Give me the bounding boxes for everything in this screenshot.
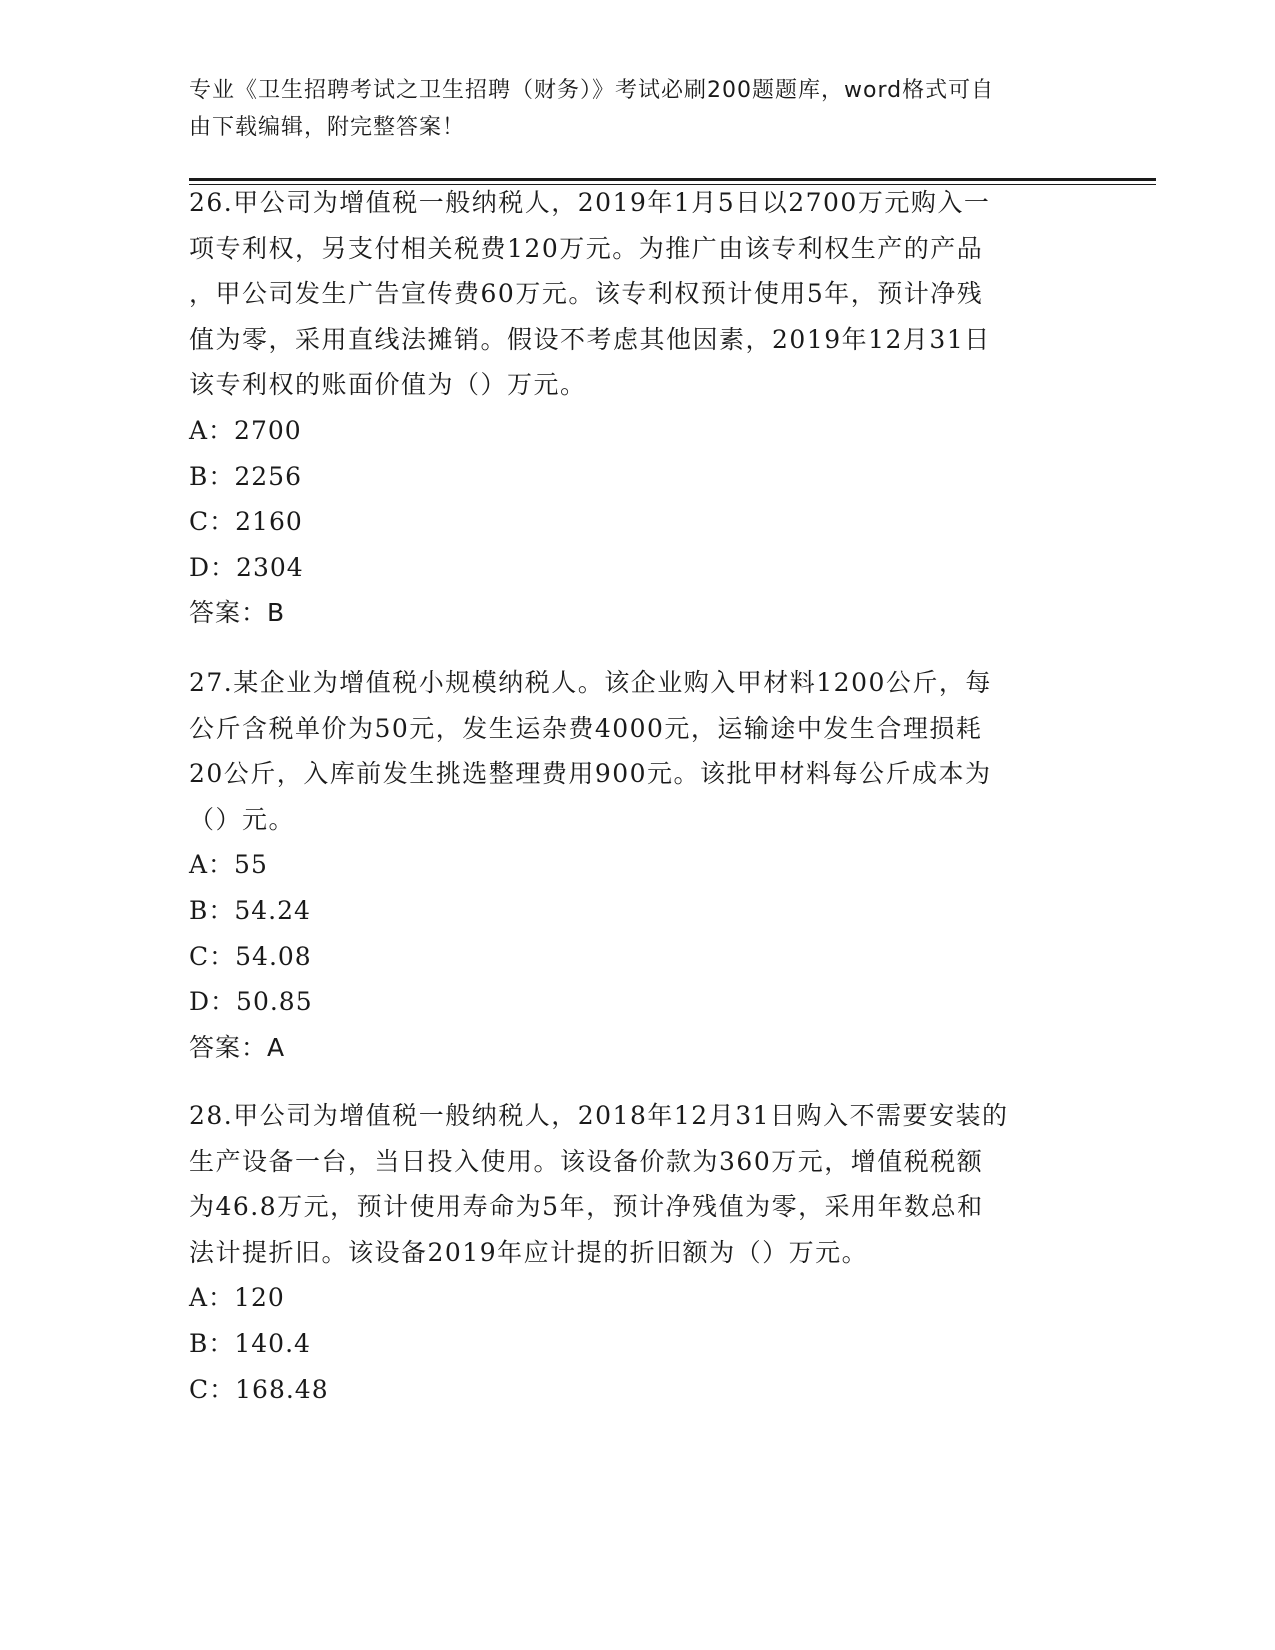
question-27 — [189, 660, 1089, 1070]
stem-line: 20公斤，入库前发生挑选整理费用900元。该批甲材料每公斤成本为 — [189, 759, 992, 789]
header-line-2: 由下载编辑，附完整答案！ — [189, 115, 466, 140]
option-d: D：50.85 — [189, 987, 313, 1017]
question-28 — [189, 1093, 1089, 1412]
question-stem — [189, 660, 1089, 842]
stem-line: 26.甲公司为增值税一般纳税人，2019年1月5日以2700万元购入一 — [189, 188, 991, 217]
stem-line: 项专利权，另支付相关税费120万元。为推广由该专利权生产的产品 — [189, 233, 984, 263]
stem-line: 值为零，采用直线法摊销。假设不考虑其他因素，2019年12月31日 — [189, 324, 991, 354]
option-b: B：140.4 — [189, 1328, 311, 1358]
question-stem — [189, 180, 1089, 408]
stem-line: 生产设备一台，当日投入使用。该设备价款为360万元，增值税税额 — [189, 1146, 984, 1176]
option-c: C：2160 — [189, 507, 303, 537]
option-b: B：2256 — [189, 461, 302, 491]
question-26 — [189, 180, 1089, 636]
option-c: C：54.08 — [189, 941, 312, 971]
option-d: D：2304 — [189, 552, 304, 582]
question-stem — [189, 1093, 1089, 1275]
option-a: A：120 — [189, 1283, 285, 1313]
document-header — [189, 72, 1069, 146]
answer-label: 答案：A — [189, 1032, 286, 1062]
header-line-1: 专业《卫生招聘考试之卫生招聘（财务）》考试必刷200题题库，word格式可自 — [189, 78, 995, 103]
option-c: C：168.48 — [189, 1374, 329, 1404]
stem-line: 公斤含税单价为50元，发生运杂费4000元，运输途中发生合理损耗 — [189, 713, 983, 743]
stem-line: 法计提折旧。该设备2019年应计提的折旧额为（）万元。 — [189, 1237, 869, 1267]
stem-line: 为46.8万元，预计使用寿命为5年，预计净残值为零，采用年数总和 — [189, 1192, 984, 1222]
option-b: B：54.24 — [189, 895, 311, 925]
stem-line: ，甲公司发生广告宣传费60万元。该专利权预计使用5年，预计净残 — [189, 279, 984, 309]
option-a: A：55 — [189, 850, 268, 880]
stem-line: 28.甲公司为增值税一般纳税人，2018年12月31日购入不需要安装的 — [189, 1101, 1009, 1130]
answer-label: 答案：B — [189, 598, 286, 628]
stem-line: 27.某企业为增值税小规模纳税人。该企业购入甲材料1200公斤，每 — [189, 668, 992, 697]
stem-line: （）元。 — [189, 804, 296, 834]
stem-line: 该专利权的账面价值为（）万元。 — [189, 370, 587, 400]
option-a: A：2700 — [189, 415, 302, 445]
